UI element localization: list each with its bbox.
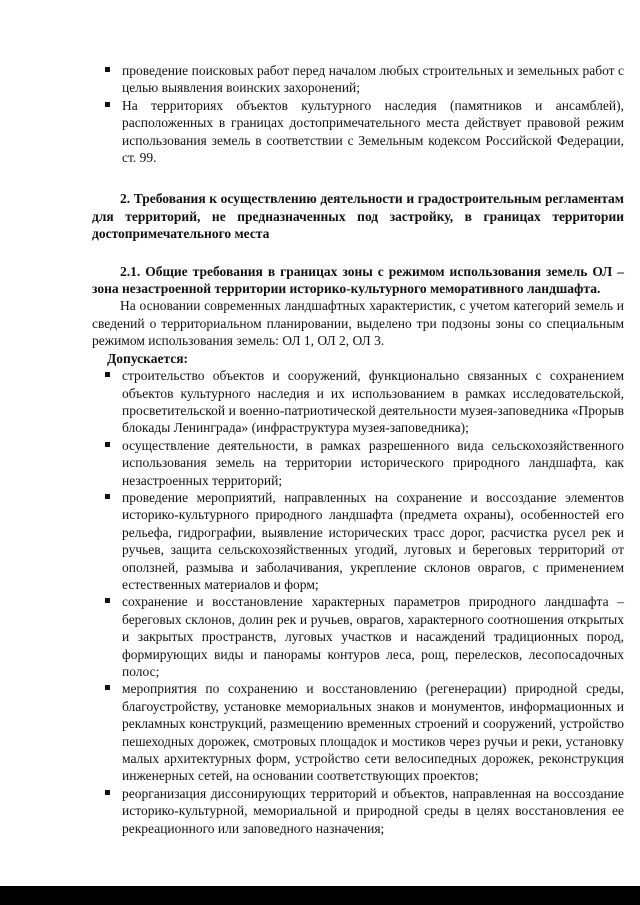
square-bullet-icon [105,598,110,603]
list-item: осуществление деятельности, в рамках разрешенного вида сельскохозяйственного использования земель на территории исторического природного ландшафта, как незастроенных территорий; [92,437,624,489]
list-item: проведение поисковых работ перед началом любых строительных и земельных работ с целью выявления воинских захоронений; [92,62,624,97]
square-bullet-icon [105,67,110,72]
section-2-heading: 2. Требования к осуществлению деятельности и градостроительным регламентам для территорий, не предназначенных под застройку, в границах территории достопримечательного места [92,191,624,242]
list-item: сохранение и восстановление характерных параметров природного ландшафта – береговых склонов, долин рек и ручьев, оврагов, характерного соотношения открытых и закрытых пространств, луговых участков и насаждений традиционных пород, формирующих виды и панорамы контуров леса, рощ, перелесков, лесопосадочных полос; [92,593,624,680]
square-bullet-icon [105,372,110,377]
list-item: строительство объектов и сооружений, функционально связанных с сохранением объектов культурного наследия и их использованием в рамках исследовательской, просветительской и военно-патриотической деятельности музея-заповедника «Прорыв блокады Ленинграда» (инфраструктура музея-заповедника); [92,367,624,437]
square-bullet-icon [105,494,110,499]
list-item: проведение мероприятий, направленных на сохранение и воссоздание элементов историко-культурного природного ландшафта (предмета охраны), особенностей его рельефа, гидрографии, выявление исторических трасс дорог, расчистка русел рек и ручьев, защита сельскохозяйственных угодий, луговых и береговых территорий от оползней, размыва и заболачивания, укрепление склонов оврагов, с применением естественных материалов и форм; [92,489,624,593]
allowed-label: Допускается: [107,350,189,366]
document-content [92,62,624,837]
allowed-bullet-list [92,367,624,837]
square-bullet-icon [105,102,110,107]
square-bullet-icon [105,442,110,447]
spacer [92,166,624,190]
intro-bullet-list [92,62,624,166]
square-bullet-icon [105,790,110,795]
list-item: реорганизация диссонирующих территорий и объектов, направленная на воссоздание историко-культурной, мемориальной и природной среды в целях восстановления ее рекреационного или заповедного назначения; [92,785,624,837]
section-2-1-heading: 2.1. Общие требования в границах зоны с режимом использования земель ОЛ – зона незастроенной территории историко-культурного меморативного ландшафта. [92,263,624,297]
scan-bottom-border [0,886,640,905]
list-item: На территориях объектов культурного наследия (памятников и ансамблей), расположенных в границах достопримечательного места действует правовой режим использования земель в соответствии с Земельным кодексом Российской Федерации, ст. 99. [92,97,624,167]
square-bullet-icon [105,685,110,690]
spacer [92,243,624,263]
section-2-1-paragraph: На основании современных ландшафтных характеристик, с учетом категорий земель и сведений о территориальном планировании, выделено три подзоны зоны со специальным режимом использования земель: ОЛ 1, ОЛ 2, ОЛ 3. [92,298,624,349]
list-item: мероприятия по сохранению и восстановлению (регенерации) природной среды, благоустройству, установке мемориальных знаков и монументов, информационных и рекламных конструкций, размещению временных строений и сооружений, устройство пешеходных дорожек, смотровых площадок и мостиков через ручьи и реки, установку малых архитектурных форм, устройство сети велосипедных дорожек, реконструкция инженерных сетей, на основании соответствующих проектов; [92,680,624,784]
